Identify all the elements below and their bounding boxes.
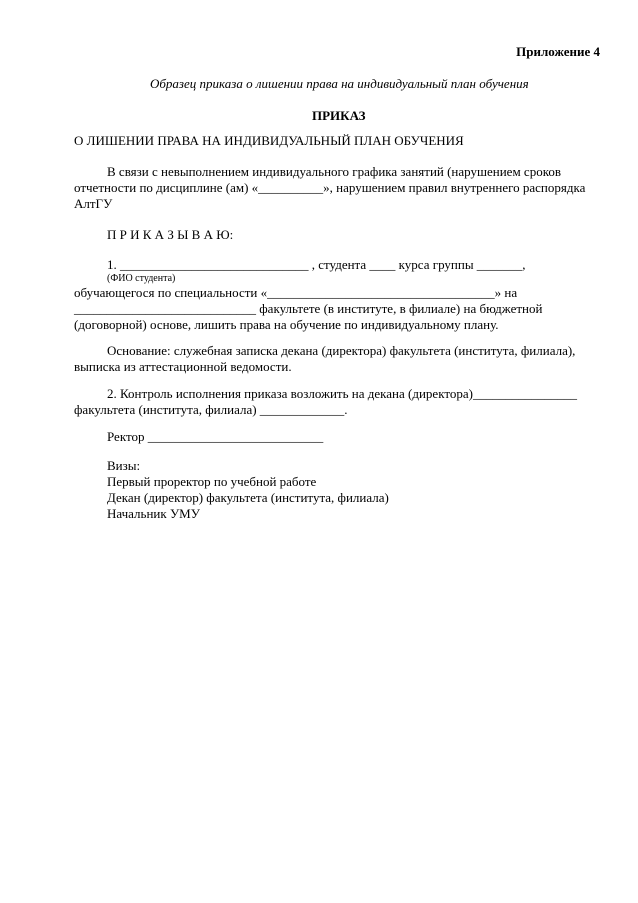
item1-line-4: (договорной) основе, лишить права на обучение по индивидуальному плану. xyxy=(74,317,499,332)
basis-line-2: выписка из аттестационной ведомости. xyxy=(74,359,292,374)
order-subject: О ЛИШЕНИИ ПРАВА НА ИНДИВИДУАЛЬНЫЙ ПЛАН ОБУЧЕНИЯ xyxy=(74,133,464,148)
visa-item: Декан (директор) факультета (института, филиала) xyxy=(107,490,389,505)
appendix-label: Приложение 4 xyxy=(516,44,600,59)
item1-line-1: 1. _____________________________ , студента ____ курса группы _______, xyxy=(107,257,526,272)
sample-title: Образец приказа о лишении права на индивидуальный план обучения xyxy=(150,76,529,91)
item1-line-3: ____________________________ факультете (в институте, в филиале) на бюджетной xyxy=(74,301,543,316)
item2-line-1: 2. Контроль исполнения приказа возложить на декана (директора)________________ xyxy=(107,386,577,401)
order-word: П Р И К А З Ы В А Ю: xyxy=(107,227,234,242)
visas-heading: Визы: xyxy=(107,458,141,473)
visa-item: Первый проректор по учебной работе xyxy=(107,474,317,489)
preamble-line-3: АлтГУ xyxy=(74,196,113,211)
item1-line-2: обучающегося по специальности «___________________________________» на xyxy=(74,285,518,300)
preamble-line-1: В связи с невыполнением индивидуального графика занятий (нарушением сроков xyxy=(107,164,561,179)
rector-signature-line: Ректор ___________________________ xyxy=(107,429,324,444)
preamble-line-2: отчетности по дисциплине (ам) «__________», нарушением правил внутреннего распорядка xyxy=(74,180,586,195)
item2-line-2: факультета (института, филиала) _____________. xyxy=(74,402,348,417)
student-name-caption: (ФИО студента) xyxy=(107,273,176,284)
basis-line-1: Основание: служебная записка декана (директора) факультета (института, филиала), xyxy=(107,343,576,358)
visa-item: Начальник УМУ xyxy=(107,506,200,521)
order-title: ПРИКАЗ xyxy=(312,108,366,123)
